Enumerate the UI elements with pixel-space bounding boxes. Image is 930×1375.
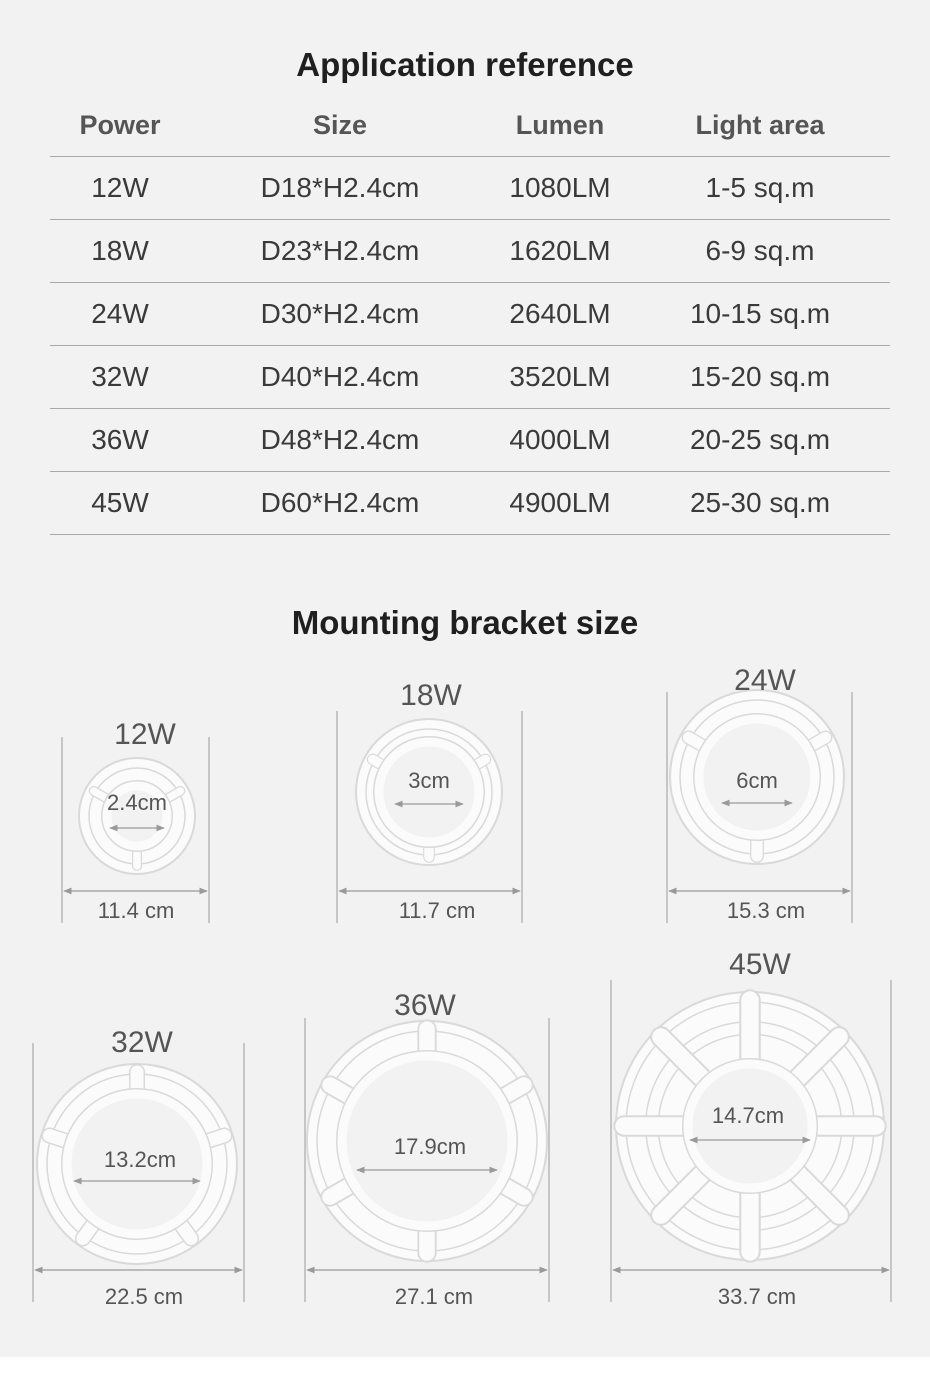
bracket-32w-power: 32W: [111, 1026, 173, 1059]
bracket-36w-inner: 17.9cm: [393, 1134, 467, 1159]
spec-table: [50, 110, 890, 535]
cell-light-area: 25-30 sq.m: [689, 487, 831, 518]
cell-lumen: 1620LM: [509, 235, 611, 266]
table-row: [50, 220, 890, 283]
bracket-18w-inner: 3cm: [408, 768, 450, 793]
bracket-18w-power: 18W: [400, 679, 462, 712]
bracket-12w-power: 12W: [114, 718, 176, 751]
table-row: [50, 346, 890, 409]
bracket-18w-outer: 11.7 cm: [398, 898, 476, 923]
cell-light-area: 6-9 sq.m: [705, 235, 815, 266]
bracket-24w-inner: 6cm: [736, 768, 778, 793]
cell-power: 36W: [91, 424, 149, 455]
cell-power: 18W: [91, 235, 149, 266]
table-row: [50, 472, 890, 535]
cell-light-area: 10-15 sq.m: [689, 298, 831, 329]
bracket-section-title: Mounting bracket size: [291, 604, 639, 641]
cell-lumen: 4000LM: [509, 424, 611, 455]
cell-lumen: 3520LM: [509, 361, 611, 392]
cell-light-area: 15-20 sq.m: [689, 361, 831, 392]
cell-lumen: 4900LM: [509, 487, 611, 518]
header-size: Size: [312, 110, 368, 140]
cell-size: D23*H2.4cm: [260, 235, 420, 266]
bracket-24w-outer: 15.3 cm: [726, 898, 806, 923]
cell-power: 12W: [91, 172, 149, 203]
table-row: [50, 409, 890, 472]
cell-lumen: 2640LM: [509, 298, 611, 329]
table-header-row: [50, 110, 890, 157]
bracket-45w-outer: 33.7 cm: [717, 1284, 797, 1309]
cell-power: 45W: [91, 487, 149, 518]
cell-size: D30*H2.4cm: [260, 298, 420, 329]
header-power: Power: [79, 110, 161, 140]
cell-lumen: 1080LM: [509, 172, 611, 203]
cell-light-area: 1-5 sq.m: [705, 172, 815, 203]
cell-power: 24W: [91, 298, 149, 329]
table-row: [50, 157, 890, 220]
bracket-45w-inner: 14.7cm: [711, 1103, 785, 1128]
cell-size: D60*H2.4cm: [260, 487, 420, 518]
bracket-36w-power: 36W: [394, 989, 456, 1022]
table-row: [50, 283, 890, 346]
header-lumen: Lumen: [515, 110, 605, 140]
cell-power: 32W: [91, 361, 149, 392]
page-title: Application reference: [296, 46, 634, 83]
cell-size: D48*H2.4cm: [260, 424, 420, 455]
bracket-12w-outer: 11.4 cm: [97, 898, 175, 923]
bracket-12w-inner: 2.4cm: [107, 790, 167, 815]
cell-size: D40*H2.4cm: [260, 361, 420, 392]
bracket-32w-outer: 22.5 cm: [104, 1284, 184, 1309]
cell-size: D18*H2.4cm: [260, 172, 420, 203]
bracket-45w-power: 45W: [729, 948, 791, 981]
bracket-36w-outer: 27.1 cm: [394, 1284, 474, 1309]
bracket-32w-inner: 13.2cm: [103, 1147, 177, 1172]
cell-light-area: 20-25 sq.m: [689, 424, 831, 455]
header-light-area: Light area: [695, 110, 825, 140]
bracket-24w-power: 24W: [734, 664, 796, 697]
